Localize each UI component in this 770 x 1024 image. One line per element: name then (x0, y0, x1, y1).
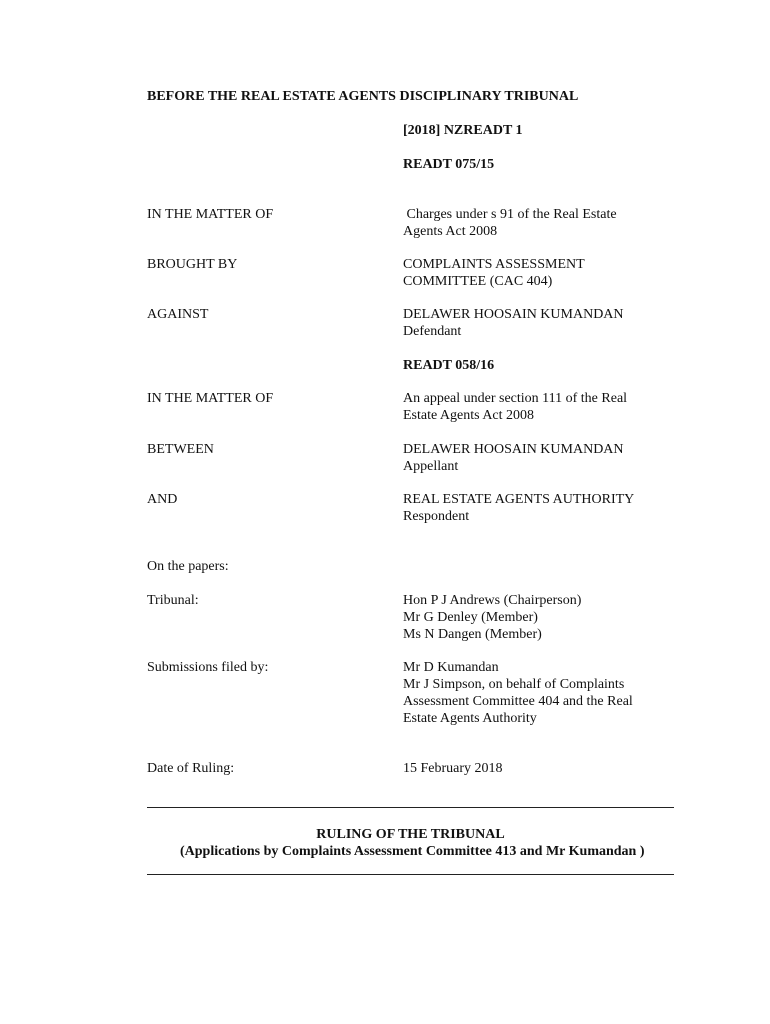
brought-by-label: BROUGHT BY (147, 257, 238, 272)
submissions-label: Submissions filed by: (147, 660, 269, 675)
and-value (403, 491, 683, 525)
submissions-line-3: Assessment Committee 404 and the Real (403, 694, 633, 709)
matter-value-1-line-1: Charges under s 91 of the Real Estate (403, 207, 617, 222)
brought-by-line-1: COMPLAINTS ASSESSMENT (403, 257, 585, 272)
citation: [2018] NZREADT 1 (403, 123, 523, 138)
between-value (403, 441, 683, 475)
brought-by-value (403, 256, 683, 290)
case-ref-1: READT 075/15 (403, 157, 495, 172)
matter-value-2 (403, 390, 683, 424)
tribunal-members (403, 592, 683, 643)
tribunal-member-3: Ms N Dangen (Member) (403, 627, 542, 642)
tribunal-member-2: Mr G Denley (Member) (403, 610, 538, 625)
tribunal-label: Tribunal: (147, 593, 199, 608)
ruling-subtitle: (Applications by Complaints Assessment Committee 413 and Mr Kumandan ) (176, 844, 645, 859)
submissions-line-4: Estate Agents Authority (403, 711, 537, 726)
between-line-1: DELAWER HOOSAIN KUMANDAN (403, 442, 624, 457)
between-line-2: Appellant (403, 459, 459, 474)
and-label: AND (147, 492, 178, 507)
on-papers-label: On the papers: (147, 559, 229, 574)
submissions-line-2: Mr J Simpson, on behalf of Complaints (403, 677, 625, 692)
matter-value-1-line-2: Agents Act 2008 (403, 224, 498, 239)
and-line-1: REAL ESTATE AGENTS AUTHORITY (403, 492, 635, 507)
bottom-divider (147, 874, 674, 875)
matter-value-2-line-1: An appeal under section 111 of the Real (403, 391, 628, 406)
against-line-1: DELAWER HOOSAIN KUMANDAN (403, 307, 624, 322)
submissions-value (403, 659, 683, 727)
matter-label-1: IN THE MATTER OF (147, 207, 274, 222)
submissions-line-1: Mr D Kumandan (403, 660, 499, 675)
matter-value-2-line-2: Estate Agents Act 2008 (403, 408, 535, 423)
and-line-2: Respondent (403, 509, 470, 524)
tribunal-member-1: Hon P J Andrews (Chairperson) (403, 593, 582, 608)
matter-value-1 (403, 206, 683, 240)
between-label: BETWEEN (147, 442, 214, 457)
top-divider (147, 807, 674, 808)
ruling-title: RULING OF THE TRIBUNAL (316, 827, 505, 842)
case-ref-2: READT 058/16 (403, 358, 495, 373)
tribunal-heading: BEFORE THE REAL ESTATE AGENTS DISCIPLINARY TRIBUNAL (147, 89, 579, 104)
ruling-block (147, 826, 674, 860)
date-of-ruling-value: 15 February 2018 (403, 761, 503, 776)
brought-by-line-2: COMMITTEE (CAC 404) (403, 274, 553, 289)
matter-label-2: IN THE MATTER OF (147, 391, 274, 406)
against-value (403, 306, 683, 340)
against-label: AGAINST (147, 307, 209, 322)
date-of-ruling-label: Date of Ruling: (147, 761, 235, 776)
against-line-2: Defendant (403, 324, 462, 339)
